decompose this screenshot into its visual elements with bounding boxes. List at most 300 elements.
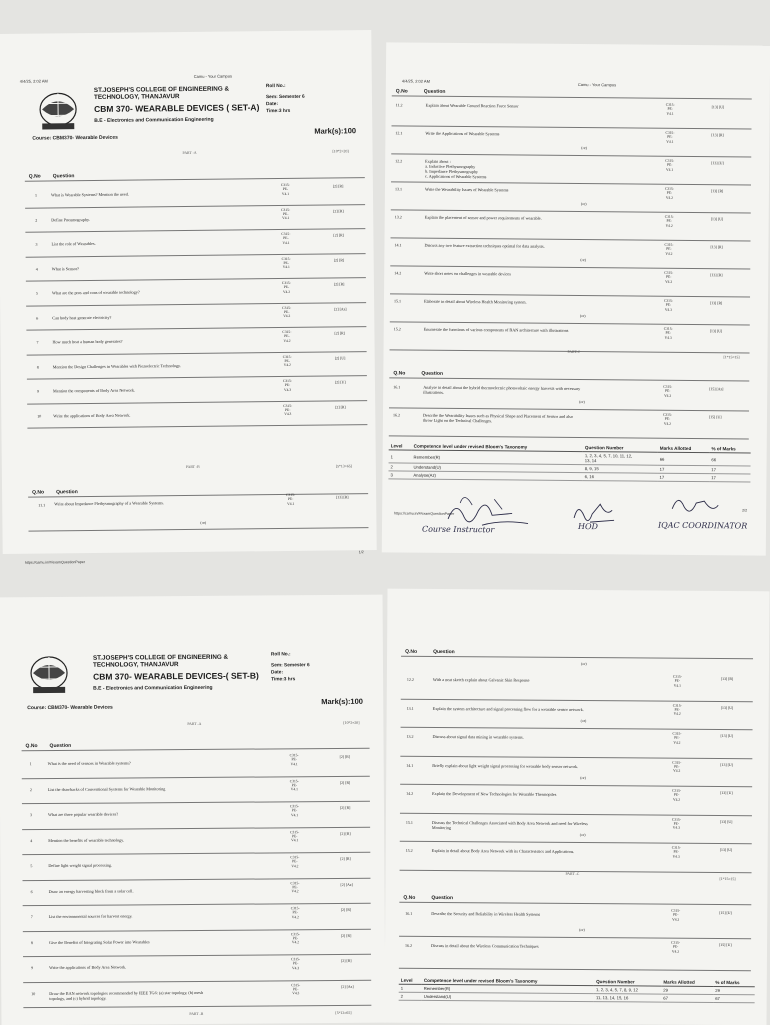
course-outcome-code: C315- PE- V4.2 <box>664 270 674 284</box>
course-outcome-code: C315- PE- V4.1 <box>281 231 291 245</box>
question-number: 3 <box>30 812 33 818</box>
question-marks: [2] [R] <box>339 754 351 759</box>
row-rule <box>399 968 751 971</box>
question-row <box>0 878 384 906</box>
question-text: What are three popular wearable devices? <box>48 811 119 818</box>
question-marks: [13] [R] <box>709 301 723 306</box>
question-number: 10 <box>31 990 36 996</box>
course-outcome-code: C315- PE- V4.2 <box>664 186 674 200</box>
blooms-column-header: Marks Allotted <box>658 445 710 453</box>
course-outcome-code: C315- PE- V4.2 <box>290 931 300 945</box>
question-text: List the drawbacks of Conventional Systems for Wearable Monitoring <box>47 785 166 792</box>
course-outcome-code: C315- PE- V4.1 <box>289 753 299 767</box>
question-marks: [2] [R] <box>340 933 352 938</box>
question-row <box>383 380 767 411</box>
question-number: 15.1 <box>405 819 413 825</box>
question-number: 12.2 <box>395 158 403 164</box>
blooms-cell: 66 <box>709 453 750 466</box>
or-separator: (or) <box>580 662 587 667</box>
question-marks: [13] [U] <box>719 819 733 824</box>
or-separator: (or) <box>579 314 586 319</box>
or-separator: (or) <box>580 202 587 207</box>
question-paper-set-b-page-2 <box>384 589 769 1025</box>
part-b-heading: PART -B <box>185 464 200 470</box>
question-number: 15.2 <box>393 326 401 332</box>
question-number: 14.2 <box>406 790 414 796</box>
course-outcome-code: C315- PE- V4.2 <box>672 731 682 745</box>
question-row <box>384 294 768 325</box>
course-outcome-code: C315- PE- V4.3 <box>291 957 301 971</box>
question-text: With a neat sketch explain about Galvanic Skin Response <box>432 676 530 683</box>
source-url: https://camu.in/#/examQuestionPaper <box>394 511 455 516</box>
iqac-signature <box>668 491 720 521</box>
qno-column-header-c: Q.No <box>393 370 406 377</box>
question-row <box>1 929 385 957</box>
part-b-allocation: [5*13=65] <box>335 1010 352 1016</box>
or-separator: (or) <box>580 719 587 724</box>
course-outcome-code: C315- PE- V4.2 <box>671 940 681 954</box>
question-number: 5 <box>35 290 39 296</box>
department: B.E - Electronics and Communication Engineering <box>94 116 214 124</box>
question-row <box>385 182 769 213</box>
blooms-cell: 2 <box>388 463 411 471</box>
print-timestamp: 4/4/25, 2:02 AM <box>401 78 430 84</box>
blooms-column-header: % of Marks <box>709 445 750 453</box>
course-outcome-code: C315- PE- V4.1 <box>290 829 300 843</box>
blooms-cell: 29 <box>661 986 713 994</box>
qno-column-header-b: Q.No <box>32 489 45 496</box>
question-marks: [2] [R] <box>334 331 345 336</box>
question-text: Explain about Wearable Ground Reaction Force Sensor <box>425 102 519 109</box>
question-number: 15.1 <box>393 298 401 304</box>
row-rule <box>23 1005 371 1008</box>
question-number: 7 <box>36 339 39 345</box>
question-column-header: Question <box>433 648 455 656</box>
question-marks: [2] [R] <box>339 805 351 810</box>
course-outcome-code: C315- PE- V4.1 <box>665 130 675 144</box>
part-b-heading: PART -B <box>189 1011 204 1017</box>
question-row <box>384 266 768 297</box>
course-outcome-code: C315- PE- V4.3 <box>663 326 673 340</box>
blooms-column-header: Competence level under revised Bloom's Taxonomy <box>422 977 594 986</box>
question-number: 8 <box>30 939 33 945</box>
question-number: 14.2 <box>394 270 402 276</box>
question-text: Write the applications of Body Area Network. <box>49 964 127 971</box>
question-text: List the environmental sources for harvest energy. <box>48 913 133 920</box>
qno-column-header: Q.No <box>395 88 408 95</box>
question-text: Discuss about signal data mining in wearable systems. <box>432 733 524 740</box>
row-rule <box>389 435 749 439</box>
course-outcome-code: C315- PE- V4.1 <box>281 207 291 221</box>
question-row <box>0 827 384 855</box>
question-text: Explain the Development of New Technologies for Wearable Thermopiles <box>432 790 557 797</box>
question-text: What are the pros and cons of wearable technology? <box>51 289 140 296</box>
question-row <box>386 728 768 759</box>
question-row <box>385 98 769 129</box>
portal-name: Camu - Your Campus <box>577 82 617 88</box>
question-marks: [13] [U] <box>720 790 733 796</box>
question-marks: [13] [U] <box>719 847 733 853</box>
question-marks: [2] [R] <box>339 780 351 785</box>
question-number: 8 <box>36 364 39 370</box>
question-row <box>385 937 767 972</box>
course-outcome-code: C315- PE- V4.2 <box>290 855 300 869</box>
blooms-cell: 17 <box>709 466 750 474</box>
question-row <box>0 853 384 881</box>
question-number: 3 <box>35 241 38 247</box>
course-outcome-code: C315- PE- V4.3 <box>291 982 301 996</box>
or-separator: (or) <box>579 400 585 405</box>
total-marks: Mark(s):100 <box>321 696 363 707</box>
question-marks: [13] [R] <box>710 189 724 194</box>
question-text: Mention the components of Body Area Network. <box>53 387 136 394</box>
question-marks: [13] [U] <box>711 161 724 166</box>
question-number: 4 <box>35 266 38 272</box>
question-paper-set-b-page-1 <box>0 595 385 1025</box>
or-separator: (or) <box>581 146 588 151</box>
or-separator: (or) <box>579 833 586 838</box>
question-number: 2 <box>29 786 32 792</box>
question-number: 16.2 <box>405 942 413 948</box>
question-text: Explain in detail about Body Area Network with its Characteristics and Applications. <box>431 847 575 854</box>
question-number: 2 <box>35 217 38 223</box>
question-number: 7 <box>30 914 33 920</box>
question-number: 13.2 <box>394 214 402 220</box>
question-row <box>384 322 768 353</box>
total-marks: Mark(s):100 <box>314 126 357 136</box>
question-number: 16.1 <box>393 384 401 390</box>
question-row <box>385 905 767 940</box>
blooms-cell: 1, 2, 3, 4, 5, 7, 10, 11, 12, 13, 14 <box>583 452 658 466</box>
qno-column-header: Q.No <box>28 173 41 180</box>
question-column-header: Question <box>52 173 75 180</box>
question-marks: [2] [R] <box>333 233 344 238</box>
row-rule <box>28 527 368 531</box>
question-text: Draw an energy harvesting block from a solar cell. <box>48 887 134 894</box>
course-outcome-code: C315- PE- V4.1 <box>672 674 682 688</box>
question-text: Briefly explain about light weight signal processing for wearable body sensor network. <box>432 762 579 769</box>
question-marks: [13] [R] <box>710 273 723 278</box>
question-marks: [13] [U] <box>710 217 724 222</box>
question-number: 12.1 <box>395 130 403 136</box>
question-number: 13.2 <box>406 733 414 739</box>
question-text: Write the Wearability Issues of Wearable Systems <box>424 186 509 193</box>
row-rule <box>27 424 367 428</box>
question-row <box>1 980 385 1008</box>
question-number: 5 <box>30 863 33 869</box>
course-outcome-code: C315- PE- V4.2 <box>664 242 674 256</box>
course-outcome-code: C315- PE- V4.2 <box>672 760 682 774</box>
course-outcome-code: C315- PE- V4.2 <box>664 214 674 228</box>
question-row <box>1 401 375 429</box>
blooms-taxonomy-table <box>399 977 755 1003</box>
question-row <box>1 955 385 983</box>
question-marks: [13] [U] <box>720 734 734 739</box>
question-marks: [2] [U] <box>334 355 346 360</box>
course-outcome-code: C315- PE- V4.1 <box>289 804 299 818</box>
question-number: 10 <box>37 413 42 419</box>
question-text: Mention the Design Challenges in Wearables with Piezoelectric Technology. <box>52 362 181 369</box>
question-marks: [13] [R] <box>336 495 349 500</box>
question-row <box>386 785 768 816</box>
question-number: 16.2 <box>392 412 401 418</box>
part-c-heading: PART -C <box>565 871 580 877</box>
question-text: Write about Impedance Plethysmography of a Wearable Systems. <box>54 500 164 507</box>
blooms-cell: 67 <box>661 994 713 1002</box>
course-outcome-code: C315- PE- V4.3 <box>282 378 292 392</box>
question-number: 9 <box>37 388 40 394</box>
blooms-column-header: % of Marks <box>713 979 754 987</box>
college-name: ST.JOSEPH'S COLLEGE OF ENGINEERING & TECHNOLOGY, THANJAVUR <box>93 85 230 101</box>
question-marks: [2] [R] <box>333 208 344 213</box>
question-number: 1 <box>34 192 38 198</box>
question-marks: [13] [R] <box>710 245 723 250</box>
course-instructor-label: Course Instructor <box>421 524 495 535</box>
question-marks: [2] [R] <box>341 958 352 963</box>
question-row <box>0 802 384 830</box>
question-marks: [2] [R] <box>333 282 345 287</box>
course-outcome-code: C315- PE- V4.2 <box>290 906 300 920</box>
course-outcome-code: C315- PE- V4.3 <box>671 845 681 859</box>
exam-meta: Roll No.: Sem: Semester 6 Date: Time:3 hrs <box>270 652 310 683</box>
course-name: Course: CBM370- Wearable Devices <box>27 704 113 712</box>
question-row <box>385 210 769 241</box>
part-c-allocation: [1*15=15] <box>723 355 740 360</box>
part-a-heading: PART -A <box>182 150 197 156</box>
question-number: 9 <box>31 965 34 971</box>
blooms-cell: 67 <box>713 994 754 1002</box>
blooms-column-header: Question Number <box>594 978 661 986</box>
iqac-coordinator-label: IQAC COORDINATOR <box>657 520 748 531</box>
course-name: Course: CBM370- Wearable Devices <box>32 134 118 142</box>
exam-title: CBM 370- WEARABLE DEVICES-( SET-B) <box>93 670 259 682</box>
course-outcome-code: C315- PE- V4.2 <box>672 788 682 802</box>
blooms-cell: 6, 16 <box>583 473 658 482</box>
question-text: Define light weight signal processing. <box>48 862 113 869</box>
course-outcome-code: C315- PE- V4.2 <box>281 280 291 294</box>
question-text: Discuss any two feature extraction techniques optimal for data analysis. <box>424 242 545 249</box>
question-number: 13.1 <box>406 705 414 711</box>
question-number: 4 <box>30 837 33 843</box>
question-number: 11.2 <box>395 102 403 108</box>
question-text: Write the applications of Body Area Network. <box>53 412 131 418</box>
question-text: Discuss the Technical Challenges Associated with Body Area Network and need for Wireless Monitoring <box>431 819 588 830</box>
course-outcome-code: C315- PE- V4.1 <box>665 158 675 172</box>
question-text: Describe the Wearability Issues such as Physical Shape and Placement of Sensor and also throw Light on the Technical Challenges. <box>422 412 573 424</box>
blooms-cell: 66 <box>658 452 710 465</box>
blooms-column-header: Question Number <box>583 444 658 452</box>
part-c-heading: PART-C <box>567 349 581 355</box>
question-marks: [2] [R] <box>340 856 351 861</box>
question-row <box>386 842 768 873</box>
question-marks: [15] [U] <box>719 910 732 916</box>
question-marks: [2] [R] <box>332 184 344 189</box>
source-url: https://camu.in/#/examQuestionPaper <box>24 560 85 565</box>
question-marks: [2] [U] <box>334 380 346 385</box>
question-text: What is Wearable Systems? Mention the need. <box>50 191 129 198</box>
part-a-allocation: [10*2=20] <box>343 720 360 725</box>
question-column-header-c: Question <box>421 370 444 377</box>
question-text: Define Pneumography. <box>51 216 90 222</box>
blooms-cell: Understand(U) <box>422 992 594 1001</box>
exam-meta: Roll No.: Sem: Semester 6 Date: Time:3 hrs <box>265 83 305 115</box>
question-text: Analyse in detail about the hybrid thermoelectric photovoltaic energy harvests with necessary illustrations. <box>423 384 581 395</box>
question-row <box>0 776 384 804</box>
question-marks: [13] [U] <box>720 705 734 710</box>
blooms-column-header: Marks Allotted <box>661 979 713 987</box>
question-text: Write the Applications of Wearable Systems <box>425 130 500 137</box>
question-row <box>383 408 767 439</box>
question-row <box>1 904 385 932</box>
course-outcome-code: C315- PE- V4.2 <box>282 354 292 368</box>
blooms-cell: 1 <box>399 984 422 992</box>
question-marks: [15] [U] <box>719 942 732 948</box>
question-marks: [2] [R] <box>340 907 352 912</box>
exam-title: CBM 370- WEARABLE DEVICES ( SET-A) <box>94 102 260 114</box>
or-separator: (or) <box>580 776 586 781</box>
question-marks: [15] [U] <box>708 415 722 420</box>
question-paper-set-a-page-2 <box>382 42 770 555</box>
or-separator: (or) <box>580 258 587 263</box>
course-outcome-code: C315- PE- V4.3 <box>671 817 681 831</box>
question-text: Draw the BAN network topologies recommended by IEEE TG6: (a) star topology, (b) mesh topology, and (c) hybrid topology. <box>49 989 204 1001</box>
question-text: Discuss in detail about the Wireless Communication Techniques <box>431 942 539 949</box>
question-text: What is the need of sensors in Wearable systems? <box>47 760 131 767</box>
question-number: 16.1 <box>405 910 413 916</box>
blooms-cell: 1 <box>389 450 412 463</box>
course-outcome-code: C315- PE- V4.1 <box>665 102 675 116</box>
question-number: 11.1 <box>38 502 46 508</box>
college-logo-icon <box>25 653 73 697</box>
page-number: 1/2 <box>358 550 364 555</box>
question-number: 14.1 <box>406 762 414 768</box>
question-text: Mention the benefits of wearable technology. <box>48 836 125 843</box>
question-marks: [2] [Az] <box>340 882 353 887</box>
question-marks: [2] [R] <box>333 257 345 262</box>
blooms-cell: 11, 13, 14, 15, 16 <box>594 994 661 1002</box>
question-row <box>387 671 769 702</box>
part-b-allocation: [5*13=65] <box>335 464 352 469</box>
question-marks: [13] [R] <box>711 133 724 138</box>
course-outcome-code: C315- PE- V4.2 <box>282 305 292 319</box>
blooms-cell: Remember(R) <box>411 450 582 464</box>
college-logo-icon <box>34 89 82 134</box>
blooms-cell: 2 <box>399 992 422 1000</box>
course-outcome-code: C315- PE- V4.2 <box>662 412 672 426</box>
question-marks: [2] [Az] <box>341 984 354 989</box>
blooms-cell: 17 <box>709 474 750 482</box>
question-column-header-b: Question <box>56 489 78 496</box>
blooms-column-header: Level <box>399 977 422 985</box>
question-text: How much heat a human body generates? <box>52 338 123 345</box>
blooms-cell: Remember(R) <box>422 984 594 993</box>
header-rule <box>401 656 753 659</box>
hod-label: HOD <box>577 522 599 532</box>
question-row <box>385 126 769 157</box>
question-text: Explain the system architecture and signal processing flow for a wearable sensor network. <box>432 705 584 712</box>
question-marks: [2] [Az] <box>334 306 347 311</box>
question-marks: [13] [U] <box>709 329 723 334</box>
part-c-allocation: [1*15=15] <box>719 876 736 882</box>
part-a-allocation: [10*2=20] <box>332 149 349 154</box>
blooms-cell: 17 <box>658 473 710 481</box>
question-column-header: Question <box>49 742 72 749</box>
blooms-row <box>399 992 755 1002</box>
question-marks: [13] [U] <box>720 762 733 767</box>
blooms-cell: Analyse(Az) <box>411 471 582 480</box>
question-number: 15.2 <box>405 847 413 853</box>
or-separator: (or) <box>579 928 585 933</box>
college-name: ST.JOSEPH'S COLLEGE OF ENGINEERING & TECHNOLOGY, THANJAVUR <box>92 653 229 669</box>
question-number: 1 <box>29 761 32 767</box>
course-outcome-code: C315- PE- V4.1 <box>280 182 290 196</box>
course-outcome-code: C315- PE- V4.2 <box>282 329 292 343</box>
blooms-cell: 1, 2, 3, 4, 5, 7, 8, 9, 12 <box>594 986 661 994</box>
question-row <box>385 154 769 185</box>
question-marks: [2] [R] <box>340 831 351 836</box>
part-a-heading: PART -A <box>187 721 202 727</box>
question-text: Explain the placement of sensor and power requirements of wearable. <box>424 214 542 221</box>
question-row <box>386 756 768 787</box>
question-marks: [15] [Az] <box>709 387 724 392</box>
question-paper-set-a-page-1 <box>0 30 377 565</box>
blooms-cell: Understand(U) <box>411 463 582 472</box>
question-column-header-c: Question <box>431 894 454 902</box>
course-outcome-code: C315- PE- V4.3 <box>663 298 673 312</box>
course-outcome-code: C315- PE- V4.2 <box>663 384 673 398</box>
question-text: Give the Benefits of Integrating Solar Power into Wearables <box>48 938 150 945</box>
blooms-cell: 17 <box>658 465 710 473</box>
question-number: 6 <box>36 315 39 321</box>
question-row <box>0 751 384 779</box>
question-text: Can body heat generate electricity? <box>52 314 112 320</box>
question-text: Enumerate the functions of various components of BAN architecture with illustrations <box>423 326 569 333</box>
course-outcome-code: C315- PE- V4.1 <box>289 778 299 792</box>
blooms-column-header: Level <box>389 442 412 450</box>
course-outcome-code: C315- PE- V4.2 <box>290 880 300 894</box>
or-separator: (or) <box>200 520 207 525</box>
question-row <box>384 238 768 269</box>
question-column-header: Question <box>423 88 446 95</box>
portal-name: Camu - Your Campus <box>193 73 233 79</box>
question-number: 14.1 <box>394 242 402 248</box>
qno-column-header: Q.No <box>25 743 38 750</box>
blooms-column-header: Competence level under revised Bloom's Taxonomy <box>412 443 583 452</box>
question-number: 12.2 <box>406 676 414 682</box>
question-row <box>386 813 768 844</box>
blooms-taxonomy-table <box>388 442 750 482</box>
department: B.E - Electronics and Communication Engineering <box>93 684 213 692</box>
question-text: Explain about : a. Inductive Plethysmography b. Impedance Plethysmography c. Applications of Wearable Systems <box>425 158 487 180</box>
question-text: Write short notes on challenges in wearable devices <box>424 270 511 277</box>
question-text: What is Sensor? <box>51 265 79 271</box>
course-outcome-code: C315- PE- V4.1 <box>286 492 296 506</box>
qno-column-header: Q.No <box>405 648 418 655</box>
question-text: List the role of Wearables. <box>51 240 96 247</box>
question-number: 6 <box>30 888 33 894</box>
blooms-cell: 3 <box>388 471 411 479</box>
print-timestamp: 4/4/25, 2:02 AM <box>19 78 48 84</box>
question-text: Elaborate in detail about Wireless Health Monitoring system. <box>423 298 527 305</box>
qno-column-header-c: Q.No <box>403 894 416 901</box>
course-outcome-code: C315- PE- V4.1 <box>281 256 291 270</box>
blooms-cell: 8, 9, 15 <box>583 465 658 474</box>
question-marks: [2] [R] <box>335 404 346 409</box>
question-text: Describe the Security and Reliability in Wireless Health Systems <box>431 910 541 917</box>
course-outcome-code: C315- PE- V4.3 <box>283 403 293 417</box>
course-outcome-code: C315- PE- V4.2 <box>672 703 682 717</box>
question-number: 13.1 <box>394 186 402 192</box>
